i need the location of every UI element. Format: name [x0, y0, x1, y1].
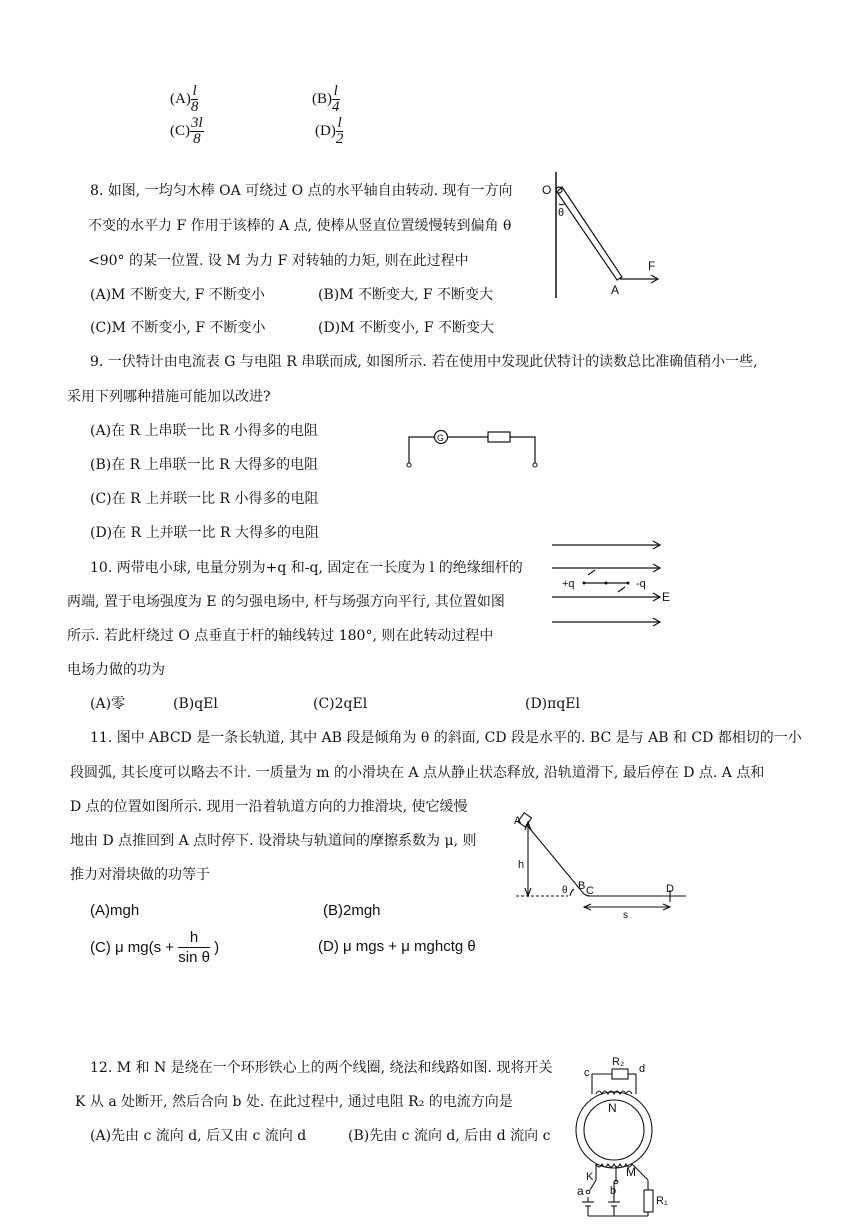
q8-option-a: (A)M 不断变大, F 不断变小: [90, 287, 265, 303]
q9-option-a: (A)在 R 上串联一比 R 小得多的电阻: [90, 423, 318, 439]
q9-option-d: (D)在 R 上并联一比 R 大得多的电阻: [90, 525, 320, 541]
q8-fig-label-o: O: [542, 183, 552, 197]
q11-fig-label-theta: θ: [562, 885, 568, 896]
q12-fig-label-c: c: [584, 1067, 590, 1079]
q10-option-a: (A)零: [90, 696, 126, 712]
q8-stem-line1: 8. 如图, 一均匀木棒 OA 可绕过 O 点的水平轴自由转动. 现有一方向: [90, 183, 513, 199]
q8-fig-label-theta: θ: [558, 207, 565, 219]
q7-option-a: (A) $\frac{l}{8}$: [170, 83, 199, 115]
q11-option-a: (A)mgh: [90, 902, 140, 919]
q10-option-c: (C)2qEl: [313, 696, 368, 712]
q10-option-b: (B)qEl: [173, 696, 218, 712]
q12-fig-label-b: b: [610, 1185, 617, 1197]
q12-fig-label-a: a: [577, 1184, 584, 1198]
q8-option-c: (C)M 不断变小, F 不断变小: [90, 320, 266, 336]
q9-stem-line2: 采用下列哪种措施可能加以改进?: [67, 389, 271, 405]
q9-stem-line1: 9. 一伏特计由电流表 G 与电阻 R 串联而成, 如图所示. 若在使用中发现此伏特计的读数总比准确值稍小一些,: [90, 354, 758, 370]
q7-option-b: (B) $\frac{l}{4}$: [312, 83, 340, 115]
q11-figure: [508, 810, 693, 921]
q12-fig-label-k: K: [586, 1171, 594, 1183]
q11-fig-label-s: s: [623, 910, 628, 921]
q7-option-c: (C) $\frac{3l}{8}$: [170, 115, 203, 147]
q7-option-d: (D) $\frac{l}{2}$: [315, 115, 344, 147]
q11-fig-label-a: A: [514, 815, 522, 827]
q8-option-d: (D)M 不断变小, F 不断变大: [318, 320, 494, 336]
q8-stem-line2: 不变的水平力 F 作用于该棒的 A 点, 使棒从竖直位置缓慢转到偏角 θ: [88, 218, 512, 234]
q11-stem-line1: 11. 图中 ABCD 是一条长轨道, 其中 AB 段是倾角为 θ 的斜面, CD 段是水平的. BC 是与 AB 和 CD 都相切的一小: [90, 730, 802, 746]
q8-figure: [540, 170, 670, 305]
q10-fig-label-plus-q: +q: [562, 578, 575, 590]
q12-figure: [568, 1052, 673, 1217]
q12-fig-label-n: N: [608, 1101, 617, 1115]
q12-stem-line2: K 从 a 处断开, 然后合向 b 处. 在此过程中, 通过电阻 R₂ 的电流方向是: [75, 1094, 513, 1110]
q9-figure: [400, 425, 545, 470]
q8-stem-line3: <90° 的某一位置. 设 M 为力 F 对转轴的力矩, 则在此过程中: [88, 253, 469, 269]
q12-stem-line1: 12. M 和 N 是绕在一个环形铁心上的两个线圈, 绕法和线路如图. 现将开关: [90, 1060, 553, 1076]
q10-stem-line4: 电场力做的功为: [67, 662, 165, 678]
q8-fig-label-a: A: [611, 283, 620, 297]
q12-fig-label-d: d: [639, 1063, 646, 1075]
q8-fig-label-f: F: [648, 259, 656, 273]
q12-fig-label-r1: R₁: [656, 1195, 668, 1207]
q11-fig-label-b: B: [578, 880, 586, 892]
q11-fig-label-c: C: [586, 885, 594, 897]
q10-fig-label-minus-q: -q: [636, 578, 646, 590]
q12-fig-label-m: M: [626, 1165, 636, 1179]
q11-option-b: (B)2mgh: [323, 902, 381, 919]
q8-option-b: (B)M 不断变大, F 不断变大: [318, 287, 494, 303]
q12-option-b: (B)先由 c 流向 d, 后由 d 流向 c: [348, 1128, 551, 1144]
q11-option-c: (C) μ mg(s + $\frac{h}{\text{sin θ}}$ ): [90, 929, 220, 966]
q11-fig-label-h: h: [518, 859, 525, 871]
q11-fig-label-d: D: [666, 883, 674, 895]
q11-option-d: (D) μ mgs + μ mghctg θ: [318, 938, 476, 955]
q11-stem-line5: 推力对滑块做的功等于: [70, 867, 210, 883]
q11-stem-line4: 地由 D 点推回到 A 点时停下. 设滑块与轨道间的摩擦系数为 μ, 则: [70, 833, 477, 849]
q9-option-c: (C)在 R 上并联一比 R 小得多的电阻: [90, 491, 319, 507]
q11-stem-line2: 段圆弧, 其长度可以略去不计. 一质量为 m 的小滑块在 A 点从静止状态释放, 沿轨道滑下, 最后停在 D 点. A 点和: [70, 765, 765, 781]
q10-option-d: (D)πqEl: [525, 696, 581, 712]
q10-figure: [550, 540, 680, 630]
q9-option-b: (B)在 R 上串联一比 R 大得多的电阻: [90, 457, 319, 473]
q9-fig-label-g: G: [437, 433, 445, 443]
q10-stem-line2: 两端, 置于电场强度为 E 的匀强电场中, 杆与场强方向平行, 其位置如图: [67, 594, 505, 610]
q12-option-a: (A)先由 c 流向 d, 后又由 c 流向 d: [90, 1128, 307, 1144]
q11-stem-line3: D 点的位置如图所示. 现用一沿着轨道方向的力推滑块, 使它缓慢: [70, 799, 468, 815]
q10-fig-label-e: E: [662, 590, 671, 604]
q10-stem-line1: 10. 两带电小球, 电量分别为+q 和-q, 固定在一长度为 l 的绝缘细杆的: [90, 560, 523, 576]
q10-stem-line3: 所示. 若此杆绕过 O 点垂直于杆的轴线转过 180°, 则在此转动过程中: [67, 628, 494, 644]
q12-fig-label-r2: R₂: [612, 1056, 625, 1068]
